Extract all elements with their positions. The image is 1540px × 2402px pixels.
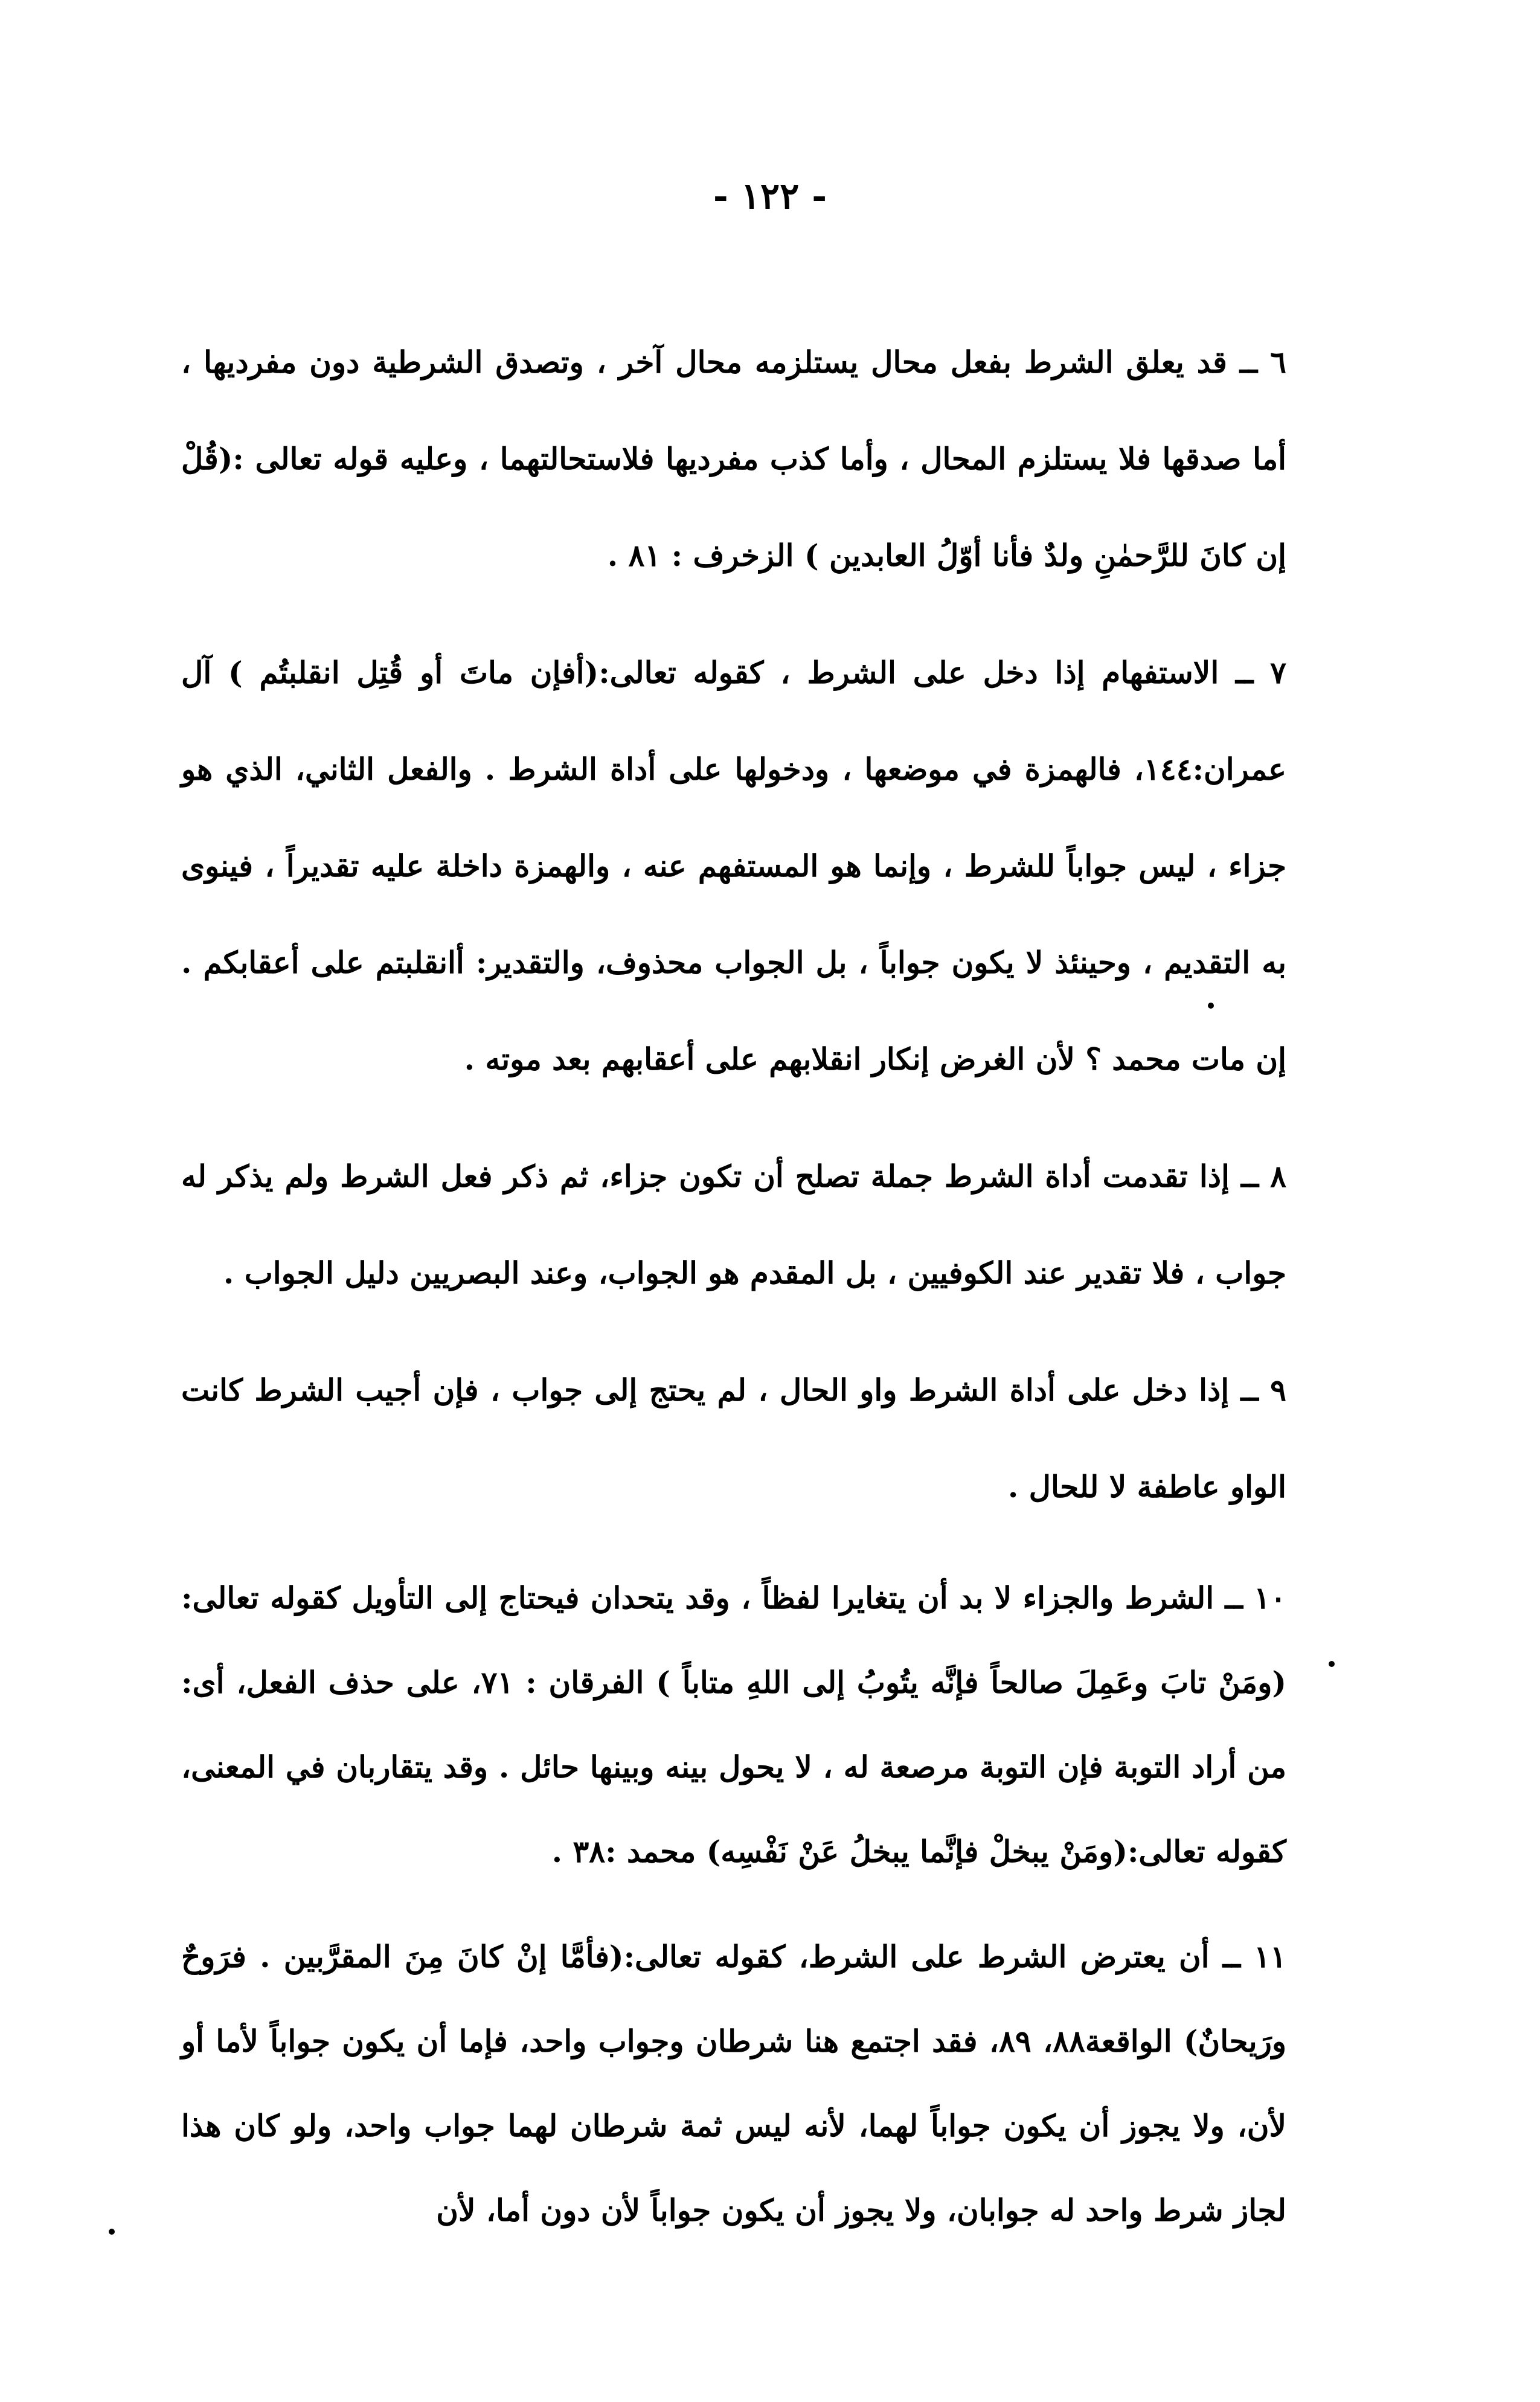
paragraph-11: ١١ ــ أن يعترض الشرط على الشرط، كقوله تعالى:(فأمَّا إنْ كانَ مِنَ المقرَّبين . فرَوحٌ ورَيحانٌ) الواقعة٨٨، ٨٩، فقد اجتمع هنا شرطان وجواب واحد، فإما أن يكون جواباً لأما أو لأن، ولا يجوز أن يكون جواباً لهما، لأنه ليس ثمة شرطان لهما جواب واحد، ولو كان هذا لجاز شرط واحد له جوابان، ولا يجوز أن يكون جواباً لأن دون أما، لأن xyxy=(181,1939,1286,2228)
paragraph-9: ٩ ــ إذا دخل على أداة الشرط واو الحال ، لم يحتج إلى جواب ، فإن أجيب الشرط كانت الواو عاطفة لا للحال . xyxy=(181,1372,1286,1504)
paragraph-8: ٨ ــ إذا تقدمت أداة الشرط جملة تصلح أن تكون جزاء، ثم ذكر فعل الشرط ولم يذكر له جواب ، فلا تقدير عند الكوفيين ، بل المقدم هو الجواب، وعند البصريين دليل الجواب . xyxy=(181,1158,1286,1291)
page-number: - ١٢٢ - xyxy=(713,175,827,217)
paragraph-7: ٧ ــ الاستفهام إذا دخل على الشرط ، كقوله تعالى:(أفإن ماتَ أو قُتِل انقلبتُم ) آل عمران:١٤٤، فالهمزة في موضعها ، ودخولها على أداة الشرط . والفعل الثاني، الذي هو جزاء ، ليس جواباً للشرط ، وإنما هو المستفهم عنه ، والهمزة داخلة عليه تقديراً ، فينوى به التقديم ، وحينئذ لا يكون جواباً ، بل الجواب محذوف، والتقدير: أانقلبتم على أعقابكم . إن مات محمد ؟ لأن الغرض إنكار انقلابهم على أعقابهم بعد موته . xyxy=(181,655,1286,1077)
body-text xyxy=(181,314,1286,2273)
paragraph-10: ١٠ ــ الشرط والجزاء لا بد أن يتغايرا لفظاً ، وقد يتحدان فيحتاج إلى التأويل كقوله تعالى:(ومَنْ تابَ وعَمِلَ صالحاً فإنَّه يتُوبُ إلى اللهِ متاباً ) الفرقان : ٧١، على حذف الفعل، أى: من أراد التوبة فإن التوبة مرصعة له ، لا يحول بينه وبينها حائل . وقد يتقاربان في المعنى، كقوله تعالى:(ومَنْ يبخلْ فإنَّما يبخلُ عَنْ نَفْسِه) محمد :٣٨ . xyxy=(181,1580,1286,1869)
stray-mark xyxy=(1329,1661,1335,1667)
stray-mark xyxy=(109,2229,115,2235)
stray-mark xyxy=(1208,1003,1214,1009)
paragraph-6: ٦ ــ قد يعلق الشرط بفعل محال يستلزمه محال آخر ، وتصدق الشرطية دون مفرديها ، أما صدقها فلا يستلزم المحال ، وأما كذب مفرديها فلاستحالتهما ، وعليه قوله تعالى :(قُلْ إن كانَ للرَّحمٰنِ ولدٌ فأنا أوّلُ العابدين ) الزخرف : ٨١ . xyxy=(181,344,1286,573)
